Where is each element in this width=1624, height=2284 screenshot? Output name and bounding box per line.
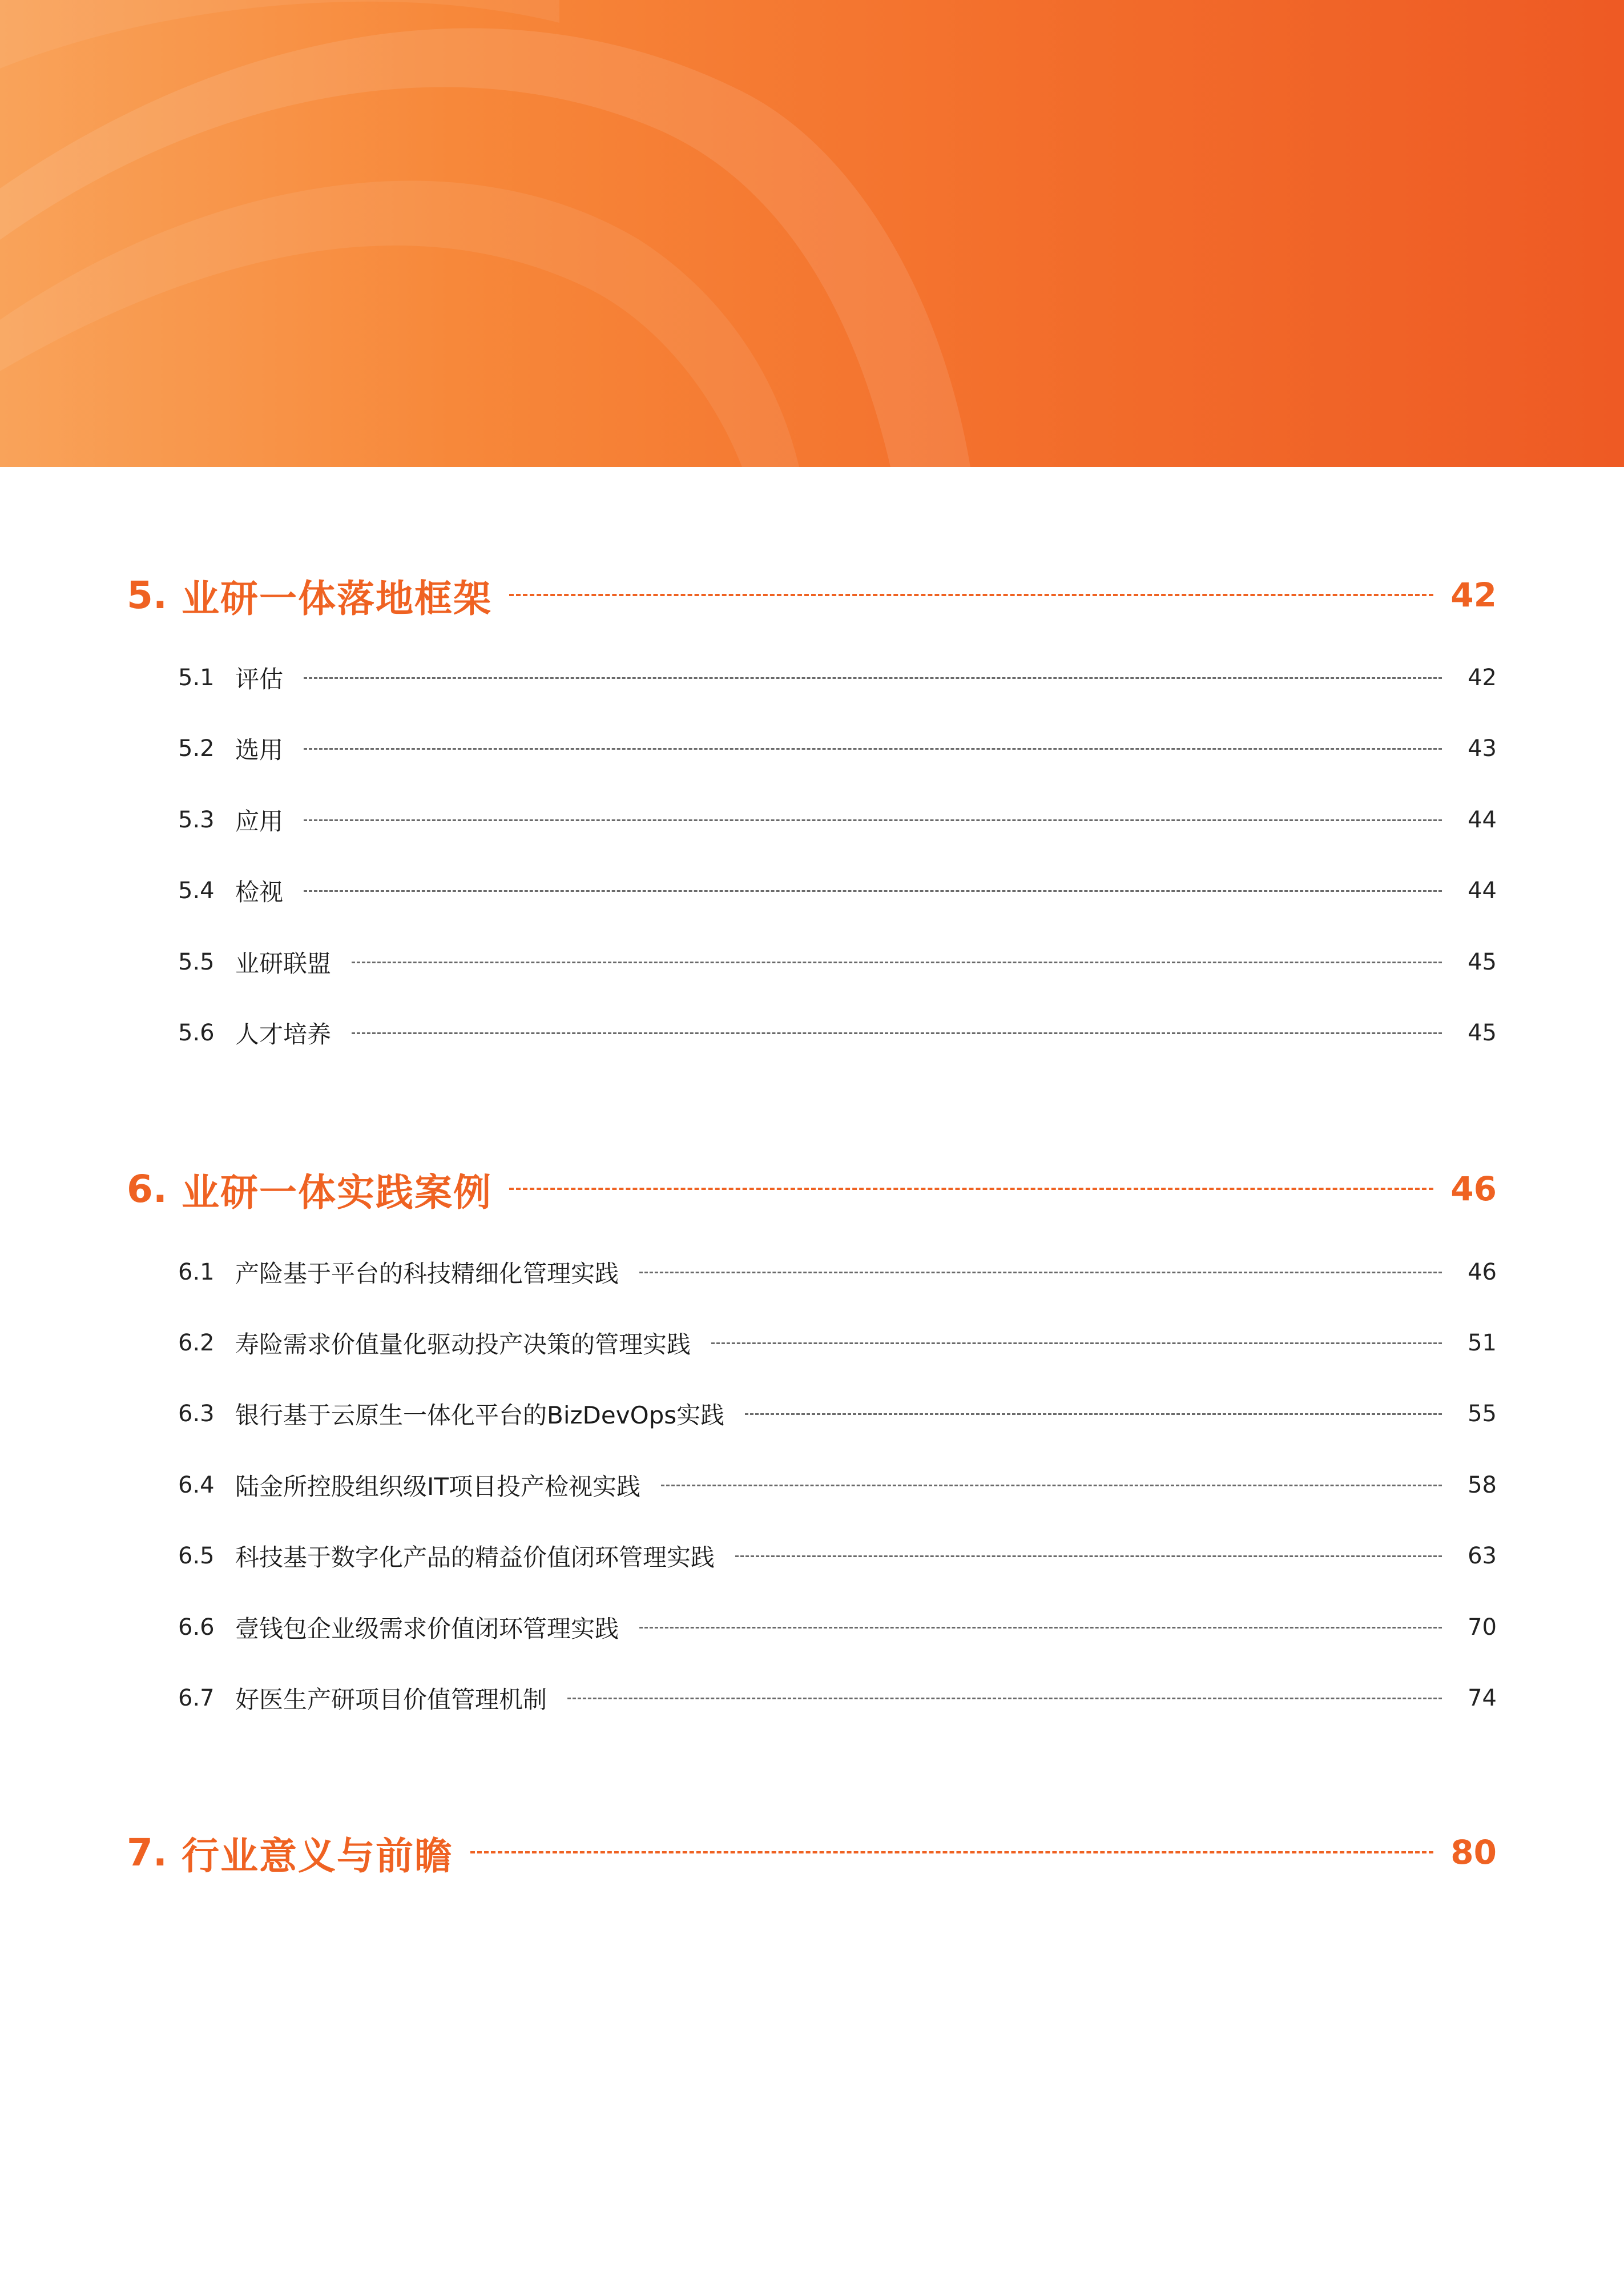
section-title: 好医生产研项目价值管理机制 bbox=[235, 1686, 547, 1714]
toc-section-5-2[interactable] bbox=[178, 729, 1497, 769]
section-number: 5.4 bbox=[178, 878, 215, 904]
dot-leader bbox=[711, 1342, 1442, 1344]
toc-section-5-5[interactable] bbox=[178, 942, 1497, 982]
section-title: 壹钱包企业级需求价值闭环管理实践 bbox=[235, 1615, 619, 1643]
chapter-title: 业研一体实践案例 bbox=[182, 1170, 492, 1215]
section-title: 检视 bbox=[235, 878, 284, 906]
dot-leader bbox=[639, 1627, 1442, 1628]
section-page: 45 bbox=[1468, 949, 1497, 975]
section-page: 45 bbox=[1468, 1020, 1497, 1046]
dot-leader bbox=[352, 1032, 1442, 1034]
dot-leader bbox=[304, 748, 1442, 750]
dot-leader bbox=[661, 1485, 1442, 1486]
dot-leader bbox=[470, 1851, 1433, 1853]
toc-section-6-2[interactable] bbox=[178, 1323, 1497, 1363]
section-page: 44 bbox=[1468, 878, 1497, 904]
section-title: 科技基于数字化产品的精益价值闭环管理实践 bbox=[235, 1543, 715, 1571]
dot-leader bbox=[745, 1413, 1442, 1415]
section-title: 评估 bbox=[235, 665, 284, 693]
toc-section-5-3[interactable] bbox=[178, 800, 1497, 840]
dot-leader bbox=[509, 1188, 1433, 1190]
chapter-title: 行业意义与前瞻 bbox=[182, 1833, 453, 1878]
toc-chapter-6[interactable] bbox=[127, 1163, 1497, 1215]
chapter-page: 46 bbox=[1450, 1169, 1497, 1208]
section-title: 人才培养 bbox=[235, 1020, 332, 1048]
toc-section-5-6[interactable] bbox=[178, 1013, 1497, 1053]
section-page: 70 bbox=[1468, 1614, 1497, 1640]
dot-leader bbox=[304, 890, 1442, 892]
toc-section-6-6[interactable] bbox=[178, 1607, 1497, 1647]
section-number: 5.3 bbox=[178, 807, 215, 833]
section-page: 44 bbox=[1468, 807, 1497, 833]
toc-section-6-5[interactable] bbox=[178, 1536, 1497, 1576]
toc-chapter-5[interactable] bbox=[127, 569, 1497, 621]
section-number: 6.3 bbox=[178, 1401, 215, 1427]
section-page: 43 bbox=[1468, 735, 1497, 762]
section-title: 寿险需求价值量化驱动投产决策的管理实践 bbox=[235, 1330, 691, 1358]
section-number: 5.2 bbox=[178, 735, 215, 762]
dot-leader bbox=[639, 1272, 1442, 1273]
dot-leader bbox=[567, 1698, 1442, 1699]
section-number: 6.1 bbox=[178, 1259, 215, 1285]
dot-leader bbox=[509, 594, 1433, 596]
section-number: 6.4 bbox=[178, 1472, 215, 1498]
toc-section-6-7[interactable] bbox=[178, 1678, 1497, 1718]
dot-leader bbox=[304, 819, 1442, 821]
section-page: 58 bbox=[1468, 1472, 1497, 1498]
chapter-number: 5. bbox=[127, 573, 167, 617]
dot-leader bbox=[352, 962, 1442, 963]
toc-section-6-1[interactable] bbox=[178, 1252, 1497, 1292]
section-page: 74 bbox=[1468, 1685, 1497, 1711]
chapter-number: 6. bbox=[127, 1167, 167, 1211]
section-number: 5.1 bbox=[178, 665, 215, 691]
section-page: 55 bbox=[1468, 1401, 1497, 1427]
section-page: 42 bbox=[1468, 665, 1497, 691]
section-title: 产险基于平台的科技精细化管理实践 bbox=[235, 1260, 619, 1288]
chapter-page: 42 bbox=[1450, 576, 1497, 614]
chapter-title: 业研一体落地框架 bbox=[182, 576, 492, 621]
section-title: 银行基于云原生一体化平台的BizDevOps实践 bbox=[235, 1401, 725, 1429]
section-number: 6.5 bbox=[178, 1543, 215, 1569]
section-title: 业研联盟 bbox=[235, 950, 332, 978]
dot-leader bbox=[735, 1555, 1442, 1557]
toc-section-5-1[interactable] bbox=[178, 658, 1497, 698]
chapter-number: 7. bbox=[127, 1830, 167, 1875]
section-number: 5.5 bbox=[178, 949, 215, 975]
section-title: 应用 bbox=[235, 807, 284, 835]
toc-chapter-7[interactable] bbox=[127, 1827, 1497, 1878]
toc-section-5-4[interactable] bbox=[178, 871, 1497, 911]
toc-section-6-4[interactable] bbox=[178, 1465, 1497, 1505]
section-number: 6.2 bbox=[178, 1330, 215, 1356]
section-title: 选用 bbox=[235, 736, 284, 764]
section-number: 6.7 bbox=[178, 1685, 215, 1711]
dot-leader bbox=[304, 677, 1442, 679]
section-number: 5.6 bbox=[178, 1020, 215, 1046]
section-page: 51 bbox=[1468, 1330, 1497, 1356]
section-page: 46 bbox=[1468, 1259, 1497, 1285]
section-page: 63 bbox=[1468, 1543, 1497, 1569]
section-title: 陆金所控股组织级IT项目投产检视实践 bbox=[235, 1473, 641, 1501]
toc-section-6-3[interactable] bbox=[178, 1394, 1497, 1434]
section-number: 6.6 bbox=[178, 1614, 215, 1640]
chapter-page: 80 bbox=[1450, 1833, 1497, 1872]
